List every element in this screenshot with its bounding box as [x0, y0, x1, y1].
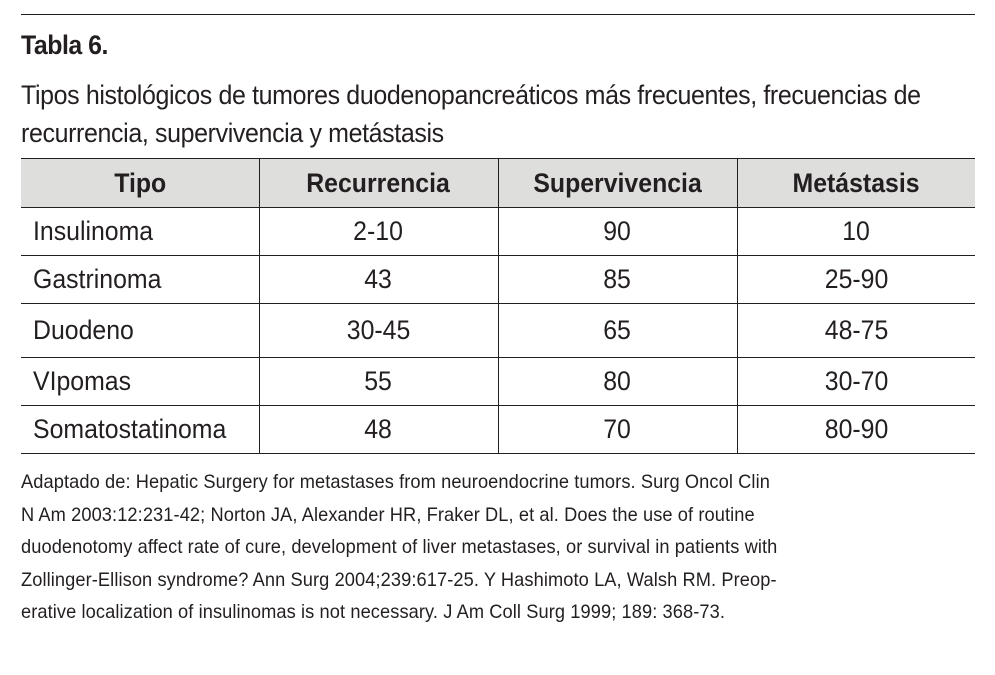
top-rule	[21, 14, 975, 15]
column-header-recurrencia: Recurrencia	[259, 159, 498, 208]
column-header-metastasis: Metástasis	[737, 159, 975, 208]
cell-recurrencia: 55	[259, 358, 498, 406]
cell-supervivencia: 80	[498, 358, 737, 406]
table-caption	[21, 76, 965, 152]
table-row	[21, 406, 975, 454]
cell-metastasis: 10	[737, 208, 975, 256]
cell-tipo: VIpomas	[21, 358, 259, 406]
data-table	[21, 158, 975, 454]
source-note	[21, 466, 965, 629]
cell-tipo: Duodeno	[21, 304, 259, 358]
cell-supervivencia: 85	[498, 256, 737, 304]
cell-tipo: Insulinoma	[21, 208, 259, 256]
cell-supervivencia: 65	[498, 304, 737, 358]
caption-line: recurrencia, supervivencia y metástasis	[21, 118, 444, 148]
table-row	[21, 304, 975, 358]
source-line: duodenotomy affect rate of cure, development of liver metastases, or survival in patients with	[21, 536, 778, 558]
cell-recurrencia: 30-45	[259, 304, 498, 358]
table-header-row	[21, 159, 975, 208]
cell-metastasis: 80-90	[737, 406, 975, 454]
cell-tipo: Somatostatinoma	[21, 406, 259, 454]
source-line: erative localization of insulinomas is not necessary. J Am Coll Surg 1999; 189: 368-73.	[21, 601, 726, 623]
cell-recurrencia: 2-10	[259, 208, 498, 256]
cell-metastasis: 48-75	[737, 304, 975, 358]
table-row	[21, 358, 975, 406]
cell-supervivencia: 70	[498, 406, 737, 454]
source-line: Zollinger-Ellison syndrome? Ann Surg 2004;239:617-25. Y Hashimoto LA, Walsh RM. Preop-	[21, 568, 777, 591]
cell-metastasis: 25-90	[737, 256, 975, 304]
column-header-tipo: Tipo	[21, 159, 259, 208]
cell-supervivencia: 90	[498, 208, 737, 256]
column-header-supervivencia: Supervivencia	[498, 159, 737, 208]
source-line: Adaptado de: Hepatic Surgery for metastases from neuroendocrine tumors. Surg Oncol Clin	[21, 471, 770, 493]
table-label: Tabla 6.	[21, 30, 108, 60]
cell-recurrencia: 48	[259, 406, 498, 454]
cell-recurrencia: 43	[259, 256, 498, 304]
table-row	[21, 256, 975, 304]
cell-tipo: Gastrinoma	[21, 256, 259, 304]
cell-metastasis: 30-70	[737, 358, 975, 406]
caption-line: Tipos histológicos de tumores duodenopancreáticos más frecuentes, frecuencias de	[21, 80, 921, 110]
table-row	[21, 208, 975, 256]
source-line: N Am 2003:12:231-42; Norton JA, Alexander HR, Fraker DL, et al. Does the use of routine	[21, 503, 755, 526]
